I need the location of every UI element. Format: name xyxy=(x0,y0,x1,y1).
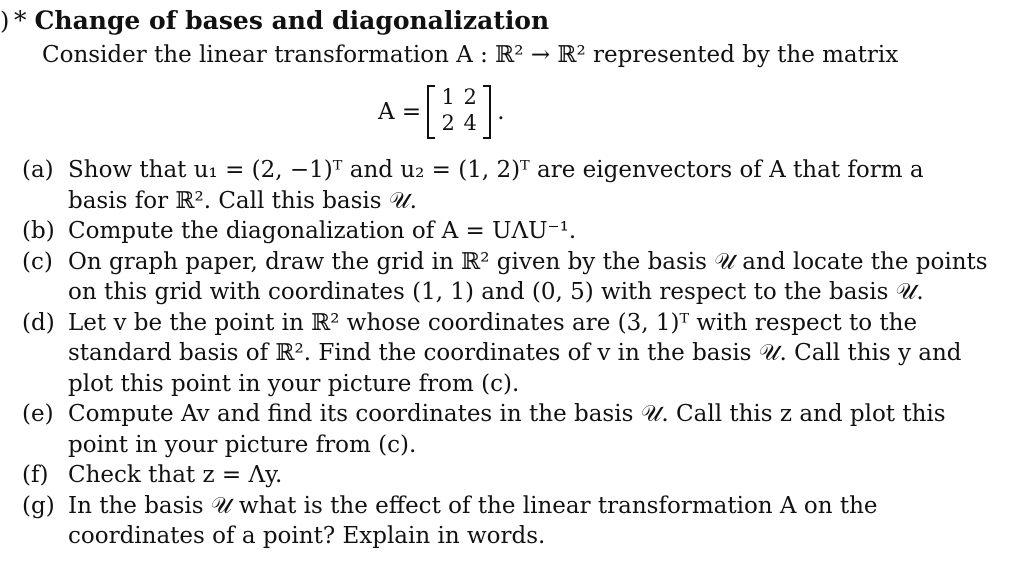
part-label: (b) xyxy=(22,218,55,244)
part-text-line: In the basis 𝒰 what is the effect of the linear transformation A on the xyxy=(68,492,878,519)
part-text-line: plot this point in your picture from (c). xyxy=(68,370,520,397)
problem-part xyxy=(22,216,1012,247)
problem-heading xyxy=(14,6,549,36)
part-text xyxy=(68,216,1012,247)
part-text xyxy=(68,460,1012,491)
intro-text: Consider the linear transformation A : ℝ² → ℝ² represented by the matrix xyxy=(42,42,899,68)
part-text-line: On graph paper, draw the grid in ℝ² given by the basis 𝒰 and locate the points xyxy=(68,248,988,275)
left-bracket xyxy=(427,85,435,139)
part-text-line: on this grid with coordinates (1, 1) and (0, 5) with respect to the basis 𝒰. xyxy=(68,279,924,305)
part-text-line: Show that u₁ = (2, −1)ᵀ and u₂ = (1, 2)ᵀ are eigenvectors of A that form a xyxy=(68,157,924,183)
part-label: (d) xyxy=(22,309,55,336)
matrix-equation xyxy=(378,80,505,144)
part-text xyxy=(68,155,1012,216)
parts-list xyxy=(22,155,1012,552)
matrix-entry: 1 xyxy=(441,85,455,109)
part-label: (g) xyxy=(22,492,55,519)
part-label: (f) xyxy=(22,462,49,488)
part-label: (e) xyxy=(22,401,54,427)
matrix-A xyxy=(427,84,491,140)
problem-part xyxy=(22,155,1012,216)
problem-title: Change of bases and diagonalization xyxy=(34,6,550,35)
edge-marker: ) xyxy=(0,7,10,35)
problem-part xyxy=(22,491,1012,552)
problem-part xyxy=(22,399,1012,460)
part-text-line: basis for ℝ². Call this basis 𝒰. xyxy=(68,187,417,214)
part-text-line: Check that z = Λy. xyxy=(68,462,283,488)
right-bracket xyxy=(483,85,491,139)
part-text-line: Compute the diagonalization of A = UΛU⁻¹. xyxy=(68,218,577,244)
matrix-entry: 2 xyxy=(441,111,455,135)
matrix-period: . xyxy=(497,99,505,125)
part-text-line: standard basis of ℝ². Find the coordinates of v in the basis 𝒰. Call this y and xyxy=(68,340,962,366)
part-text-line: coordinates of a point? Explain in words. xyxy=(68,523,546,549)
matrix-entry: 4 xyxy=(463,111,477,135)
problem-part xyxy=(22,247,1012,308)
matrix-entry: 2 xyxy=(463,85,477,109)
part-text-line: Let v be the point in ℝ² whose coordinates are (3, 1)ᵀ with respect to the xyxy=(68,309,918,336)
part-text xyxy=(68,247,1012,308)
part-text xyxy=(68,399,1012,460)
part-label: (a) xyxy=(22,157,54,183)
part-text xyxy=(68,308,1012,400)
part-text xyxy=(68,491,1012,552)
problem-part xyxy=(22,308,1012,400)
part-text-line: Compute Av and find its coordinates in the basis 𝒰. Call this z and plot this xyxy=(68,401,946,427)
problem-part xyxy=(22,460,1012,491)
part-text-line: point in your picture from (c). xyxy=(68,431,417,458)
part-label: (c) xyxy=(22,248,53,275)
starred-marker: * xyxy=(14,6,27,35)
matrix-lhs: A = xyxy=(378,99,422,125)
